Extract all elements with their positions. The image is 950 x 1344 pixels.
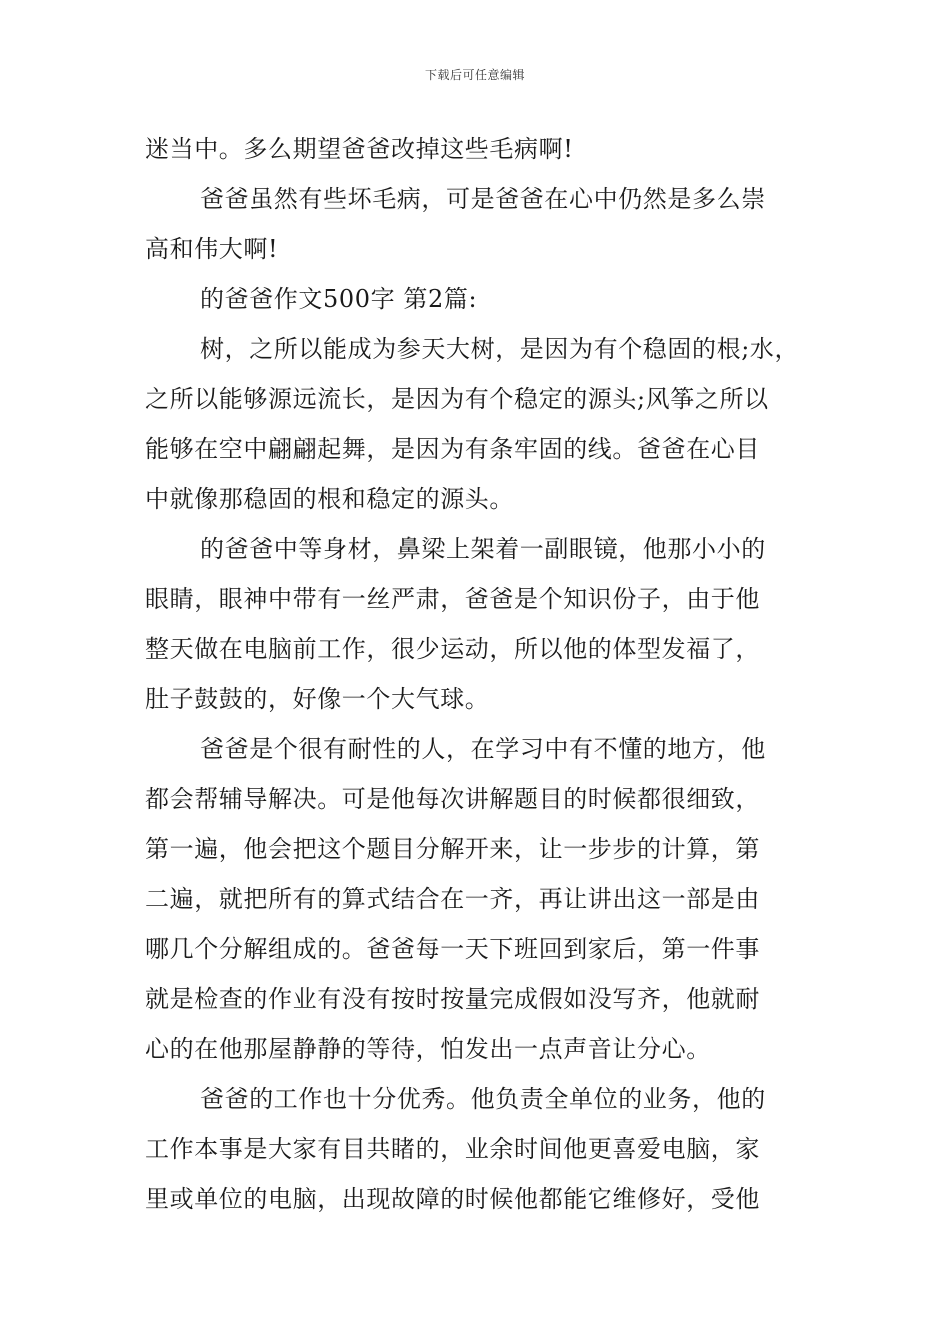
text-line: 中就像那稳固的根和稳定的源头。 <box>145 485 514 513</box>
text-line: 二遍，就把所有的算式结合在一齐，再让讲出这一部是由 <box>145 885 760 913</box>
page-header: 下载后可任意编辑 <box>424 68 525 82</box>
text-line: 哪几个分解组成的。爸爸每一天下班回到家后，第一件事 <box>145 935 760 963</box>
text-line: 能够在空中翩翩起舞，是因为有条牢固的线。爸爸在心目 <box>145 435 760 463</box>
section-heading: 的爸爸作文500字 第2篇: <box>200 285 478 313</box>
text-line: 迷当中。多么期望爸爸改掉这些毛病啊! <box>145 135 574 163</box>
text-line: 里或单位的电脑，出现故障的时候他都能它维修好，受他 <box>145 1185 760 1213</box>
text-line: 爸爸的工作也十分优秀。他负责全单位的业务，他的 <box>200 1085 766 1113</box>
text-line: 心的在他那屋静静的等待，怕发出一点声音让分心。 <box>145 1035 711 1063</box>
text-line: 第一遍，他会把这个题目分解开来，让一步步的计算，第 <box>145 835 760 863</box>
text-line: 高和伟大啊! <box>145 235 279 263</box>
text-line: 都会帮辅导解决。可是他每次讲解题目的时候都很细致， <box>145 785 760 813</box>
text-line: 眼睛，眼神中带有一丝严肃，爸爸是个知识份子，由于他 <box>145 585 760 613</box>
text-line: 肚子鼓鼓的，好像一个大气球。 <box>145 685 490 713</box>
text-line: 爸爸是个很有耐性的人，在学习中有不懂的地方，他 <box>200 735 766 763</box>
text-line: 就是检查的作业有没有按时按量完成假如没写齐，他就耐 <box>145 985 760 1013</box>
text-line: 的爸爸中等身材，鼻梁上架着一副眼镜，他那小小的 <box>200 535 766 563</box>
text-line: 工作本事是大家有目共睹的，业余时间他更喜爱电脑，家 <box>145 1135 760 1163</box>
text-line: 之所以能够源远流长，是因为有个稳定的源头;风筝之所以 <box>145 385 769 413</box>
text-line: 整天做在电脑前工作，很少运动，所以他的体型发福了， <box>145 635 760 663</box>
text-line: 树，之所以能成为参天大树，是因为有个稳固的根;水， <box>200 335 800 363</box>
text-line: 爸爸虽然有些坏毛病，可是爸爸在心中仍然是多么崇 <box>200 185 766 213</box>
